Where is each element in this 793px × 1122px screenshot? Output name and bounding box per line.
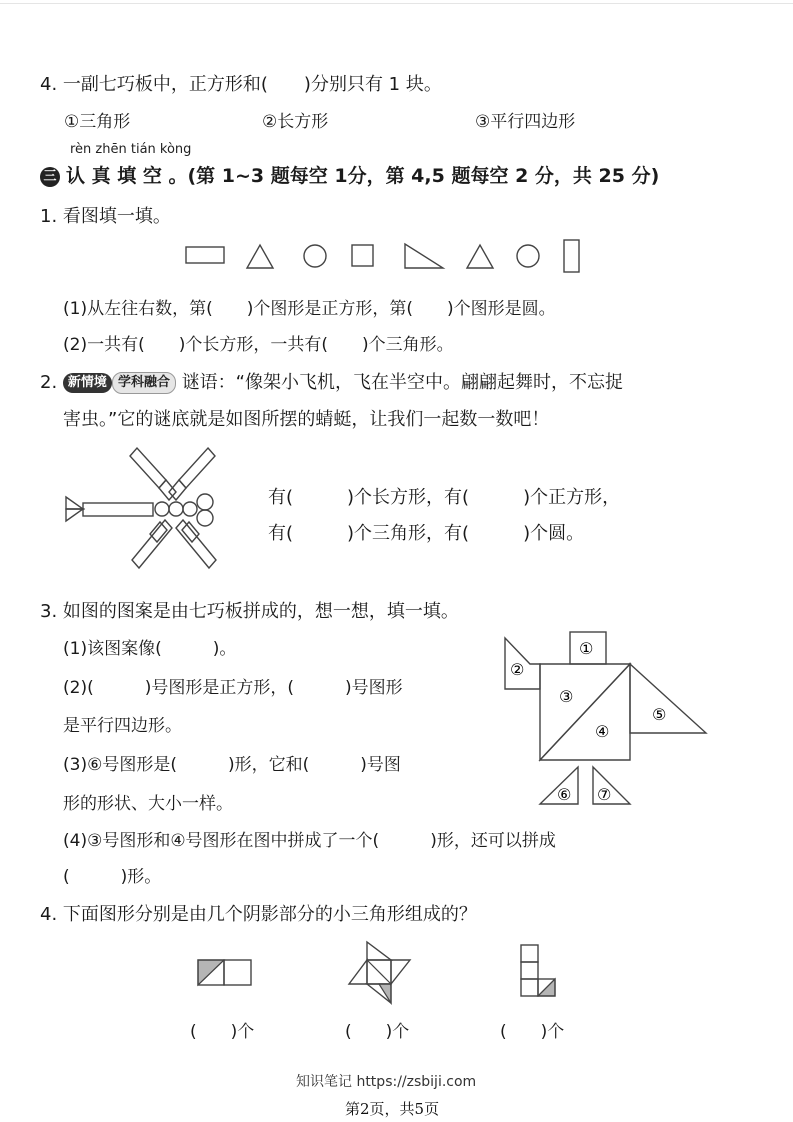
p3-line-7: ( )形。 xyxy=(63,867,162,887)
tangram-label-7: ⑦ xyxy=(597,785,612,804)
p3-line-1: (1)该图案像( )。 xyxy=(63,639,237,659)
section-title: 认 真 填 空 。(第 1~3 题每空 1分，第 4,5 题每空 2 分，共 25 分) xyxy=(66,165,660,187)
p4-figure-2 xyxy=(349,942,410,1003)
p2-fill-2: 有( )个三角形，有( )个圆。 xyxy=(268,523,585,544)
p2-fill-1: 有( )个长方形，有( )个正方形， xyxy=(268,487,621,508)
p3-line-4: (3)⑥号图形是( )形，它和( )号图 xyxy=(63,755,401,775)
p2-riddle-text: 谜语：“像架小飞机，飞在半空中。翩翩起舞时，不忘捉 xyxy=(181,372,624,393)
tangram-label-3: ③ xyxy=(559,687,574,706)
p3-line-3: 是平行四边形。 xyxy=(63,716,182,736)
section-number-badge: 三 xyxy=(40,167,60,187)
p4-figure-1 xyxy=(198,960,251,985)
footer-page-number: 第2页，共5页 xyxy=(345,1100,440,1118)
p1-title: 1. 看图填一填。 xyxy=(40,206,171,227)
tangram-label-4: ④ xyxy=(595,722,610,741)
p2-number: 2. xyxy=(40,372,58,393)
section-pinyin: rèn zhēn tián kòng xyxy=(70,142,192,157)
p3-title: 3. 如图的图案是由七巧板拼成的，想一想，填一填。 xyxy=(40,601,459,622)
q4-option-2: ②长方形 xyxy=(262,112,329,132)
p3-line-2: (2)( )号图形是正方形，( )号图形 xyxy=(63,678,403,698)
p1-line-2: (2)一共有( )个长方形，一共有( )个三角形。 xyxy=(63,335,454,355)
p3-line-5: 形的形状、大小一样。 xyxy=(63,794,233,814)
fig2-diag xyxy=(367,960,391,984)
p4-answer-2: ( )个 xyxy=(345,1022,410,1042)
tag-new-context: 新情境 xyxy=(63,373,112,393)
fig1-right-square xyxy=(224,960,251,985)
p4-answer-1: ( )个 xyxy=(190,1022,255,1042)
p1-line-1: (1)从左往右数，第( )个图形是正方形，第( )个图形是圆。 xyxy=(63,299,556,319)
footer-site[interactable]: 知识笔记 https://zsbiji.com xyxy=(296,1074,477,1090)
fig2-shaded-triangle xyxy=(379,984,391,1003)
fig2-arm-left xyxy=(349,960,367,984)
tangram-label-6: ⑥ xyxy=(557,785,572,804)
tangram-label-1: ① xyxy=(579,639,594,658)
q4-option-3: ③平行四边形 xyxy=(475,112,576,132)
fig3-square-bottom-left xyxy=(521,979,538,996)
q4-question: 4. 一副七巧板中，正方形和( )分别只有 1 块。 xyxy=(40,74,442,95)
fig3-square-mid xyxy=(521,962,538,979)
p3-line-6: (4)③号图形和④号图形在图中拼成了一个( )形，还可以拼成 xyxy=(63,831,556,851)
p4-figure-3 xyxy=(521,945,555,996)
fig3-square-top xyxy=(521,945,538,962)
tangram-label-2: ② xyxy=(510,660,525,679)
p4-title: 4. 下面图形分别是由几个阴影部分的小三角形组成的？ xyxy=(40,904,477,925)
tangram-label-5: ⑤ xyxy=(652,705,667,724)
p4-answer-3: ( )个 xyxy=(500,1022,565,1042)
fig2-arm-top xyxy=(367,942,391,960)
q4-option-1: ①三角形 xyxy=(64,112,131,132)
fig2-arm-right xyxy=(391,960,410,984)
p2-line-2: 害虫。”它的谜底就是如图所摆的蜻蜓，让我们一起数一数吧！ xyxy=(63,409,550,430)
tag-interdisciplinary: 学科融合 xyxy=(112,372,176,394)
